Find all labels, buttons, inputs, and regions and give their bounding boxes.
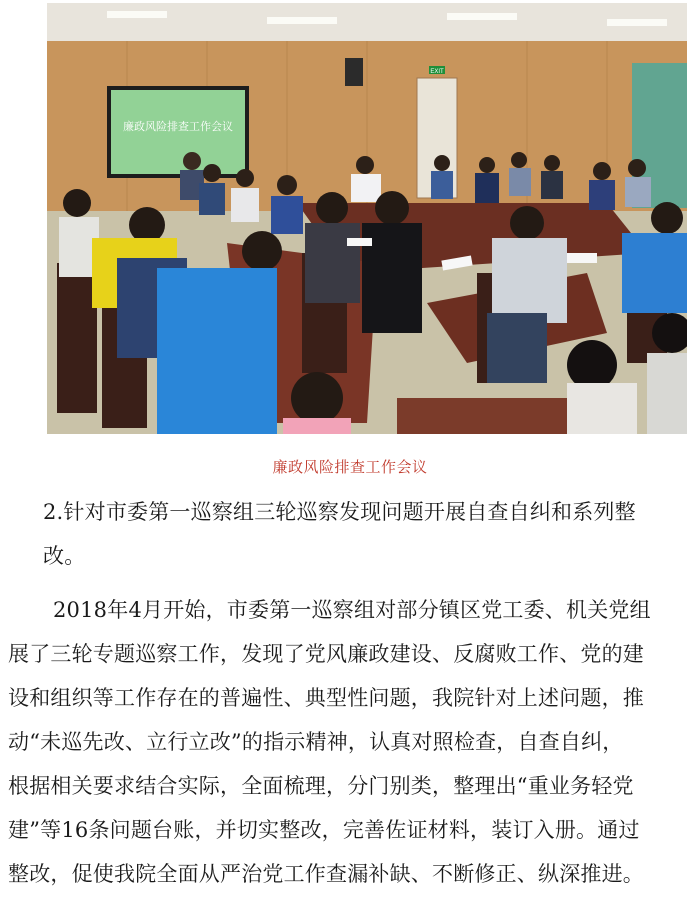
paragraph-line: 建”等16条问题台账，并切实整改，完善佐证材料，装订入册。通过 — [8, 818, 640, 842]
ceiling — [47, 3, 687, 41]
meeting-photo — [47, 3, 687, 434]
paragraph-line: 2018年4月开始，市委第一巡察组对部分镇区党工委、机关党组 — [53, 598, 651, 622]
section-heading-paragraph — [0, 490, 700, 578]
meeting-scene-illustration — [47, 3, 687, 434]
ceiling-light — [607, 19, 667, 26]
paragraph-line: 展了三轮专题巡察工作，发现了党风廉政建设、反腐败工作、党的建 — [8, 642, 644, 666]
paragraph-line: 改。 — [43, 544, 86, 568]
photo-caption: 廉政风险排查工作会议 — [272, 458, 428, 476]
paragraph-line: 动“未巡先改、立行立改”的指示精神，认真对照检查，自查自纠， — [8, 730, 624, 754]
ceiling-light — [447, 13, 517, 20]
ceiling-light — [107, 11, 167, 18]
paragraph-line: 整改，促使我院全面从严治党工作查漏补缺、不断修正、纵深推进。 — [8, 862, 644, 886]
speaker — [345, 58, 363, 86]
ceiling-light — [267, 17, 337, 24]
exit-sign-text: EXIT — [430, 69, 444, 75]
paragraph-line: 根据相关要求结合实际，全面梳理，分门别类，整理出“重业务轻党 — [8, 774, 634, 798]
paragraph-line: 设和组织等工作存在的普遍性、典型性问题，我院针对上述问题，推 — [8, 686, 644, 710]
body-paragraph — [0, 588, 700, 896]
paragraph-line: 2.针对市委第一巡察组三轮巡察发现问题开展自查自纠和系列整 — [43, 500, 636, 524]
tv-screen-title: 廉政风险排查工作会议 — [123, 120, 233, 133]
